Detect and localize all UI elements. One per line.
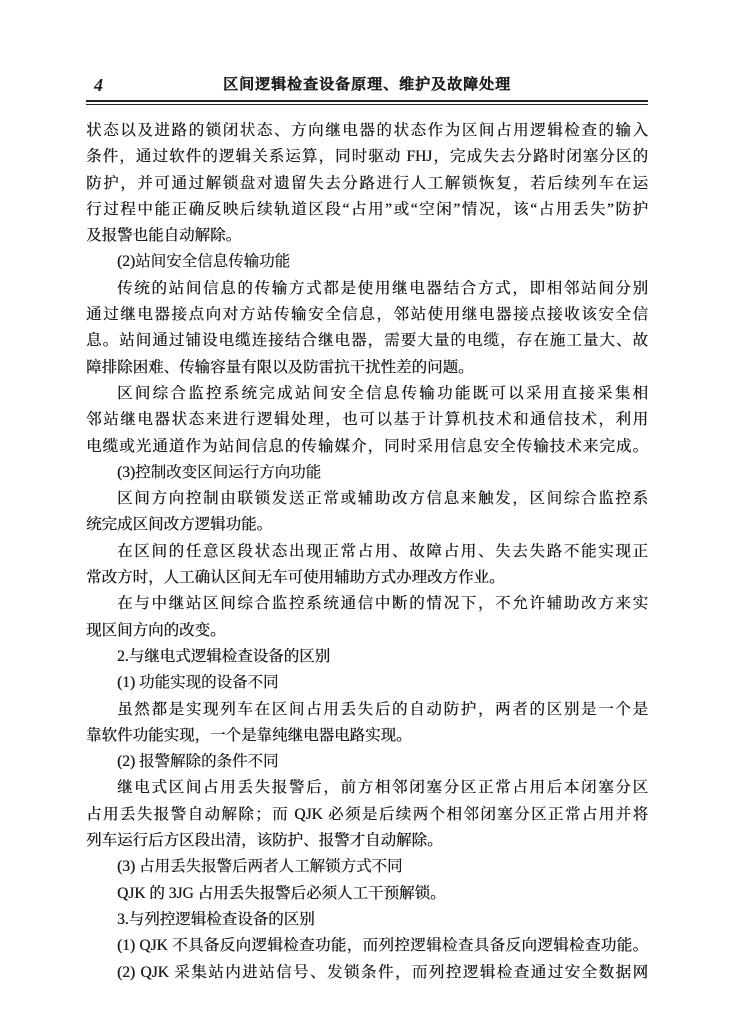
text-line: 常改方时，人工确认区间无车可使用辅助方式办理改方作业。 xyxy=(86,569,505,587)
text-line: 电缆或光通道作为站间信息的传输媒介，同时采用信息安全传输技术来完成。 xyxy=(86,437,648,455)
text-line: 状态以及进路的锁闭状态、方向继电器的状态作为区间占用逻辑检查的输入 xyxy=(86,122,648,139)
text-line: 条件，通过软件的逻辑关系运算，同时驱动 FHJ，完成失去分路时闭塞分区的 xyxy=(86,148,648,166)
text-line: 邻站继电器状态来进行逻辑处理，也可以基于计算机技术和通信技术，利用 xyxy=(86,411,648,429)
page-header xyxy=(86,74,648,98)
text-line: 3.与列控逻辑检查设备的区别 xyxy=(117,910,315,928)
text-line: 通过继电器接点向对方站传输安全信息，邻站使用继电器接点接收该安全信 xyxy=(86,306,648,324)
text-line: 统完成区间改方逻辑功能。 xyxy=(86,516,273,534)
text-line: 防护，并可通过解锁盘对遗留失去分路进行人工解锁恢复，若后续列车在运 xyxy=(86,174,648,192)
text-line: 虽然都是实现列车在区间占用丢失后的自动防护，两者的区别是一个是 xyxy=(117,700,648,718)
text-line: (1) QJK 不具备反向逻辑检查功能，而列控逻辑检查具备反向逻辑检查功能。 xyxy=(117,937,648,955)
text-line: (3)控制改变区间运行方向功能 xyxy=(117,463,322,481)
text-line: 区间综合监控系统完成站间安全信息传输功能既可以采用直接采集相 xyxy=(117,384,648,402)
text-line: 列车运行后方区段出清，该防护、报警才自动解除。 xyxy=(86,832,443,850)
header-double-rule xyxy=(86,100,648,105)
body-text xyxy=(86,118,648,986)
text-line: 占用丢失报警自动解除；而 QJK 必须是后续两个相邻闭塞分区正常占用并将 xyxy=(86,805,648,823)
text-line: 继电式区间占用丢失报警后，前方相邻闭塞分区正常占用后本闭塞分区 xyxy=(117,779,648,797)
text-line: 区间方向控制由联锁发送正常或辅助改方信息来触发，区间综合监控系 xyxy=(117,490,648,508)
text-line: 在区间的任意区段状态出现正常占用、故障占用、失去失路不能实现正 xyxy=(117,542,648,560)
text-line: (1) 功能实现的设备不同 xyxy=(117,674,279,692)
text-line: 靠软件功能实现，一个是靠纯继电器电路实现。 xyxy=(86,726,412,744)
text-line: 2.与继电式逻辑检查设备的区别 xyxy=(117,647,331,665)
text-line: 在与中继站区间综合监控系统通信中断的情况下，不允许辅助改方来实 xyxy=(117,595,648,613)
text-line: 行过程中能正确反映后续轨道区段“占用”或“空闲”情况，该“占用丢失”防护 xyxy=(86,200,648,218)
text-line: 及报警也能自动解除。 xyxy=(86,227,242,245)
page-number: 4 xyxy=(94,75,103,95)
text-line: (3) 占用丢失报警后两者人工解锁方式不同 xyxy=(117,858,403,876)
text-line: 障排除困难、传输容量有限以及防雷抗干扰性差的问题。 xyxy=(86,358,474,376)
text-line: QJK 的 3JG 占用丢失报警后必须人工干预解锁。 xyxy=(117,884,446,902)
text-line: 息。站间通过铺设电缆连接结合继电器，需要大量的电缆，存在施工量大、故 xyxy=(86,332,648,350)
text-line: 传统的站间信息的传输方式都是使用继电器结合方式，即相邻站间分别 xyxy=(117,279,648,297)
content-column xyxy=(86,0,648,986)
running-head-title: 区间逻辑检查设备原理、维护及故障处理 xyxy=(222,76,511,93)
text-line: (2) QJK 采集站内进站信号、发锁条件，而列控逻辑检查通过安全数据网 xyxy=(117,963,648,981)
text-line: (2) 报警解除的条件不同 xyxy=(117,753,279,771)
text-line: 现区间方向的改变。 xyxy=(86,621,226,639)
text-line: (2)站间安全信息传输功能 xyxy=(117,253,291,271)
